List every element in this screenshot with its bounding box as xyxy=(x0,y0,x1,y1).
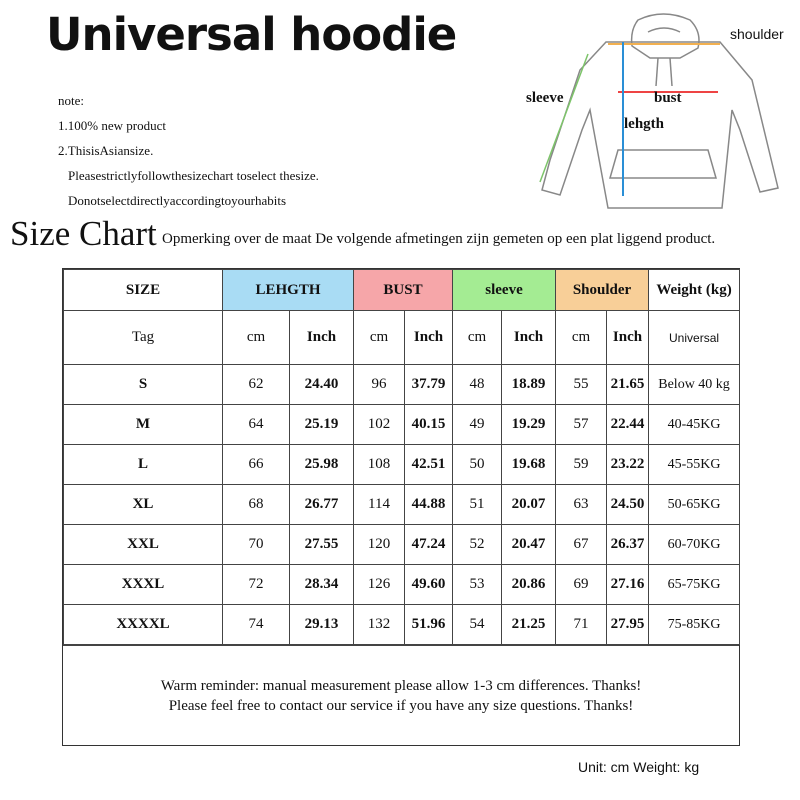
length-inch: 24.40 xyxy=(290,365,354,405)
sleeve-cm: 50 xyxy=(453,445,502,485)
reminder-line: Warm reminder: manual measurement please allow 1-3 cm differences. Thanks! xyxy=(160,678,642,694)
shoulder-inch: 27.95 xyxy=(607,605,649,645)
sleeve-inch: 21.25 xyxy=(502,605,556,645)
length-inch: 28.34 xyxy=(290,565,354,605)
subheader-cm: cm xyxy=(556,311,607,365)
sleeve-measure-line xyxy=(540,54,588,182)
subheader-universal: Universal xyxy=(649,311,740,365)
sleeve-inch: 20.86 xyxy=(502,565,556,605)
header-length: LEHGTH xyxy=(223,270,354,311)
shoulder-cm: 57 xyxy=(556,405,607,445)
weight-range: 45-55KG xyxy=(649,445,740,485)
subheader-inch: Inch xyxy=(405,311,453,365)
header-weight: Weight (kg) xyxy=(649,270,740,311)
shoulder-inch: 24.50 xyxy=(607,485,649,525)
sleeve-cm: 48 xyxy=(453,365,502,405)
size-table xyxy=(63,269,740,645)
length-cm: 72 xyxy=(223,565,290,605)
size-chart-note: Opmerking over de maat De volgende afmetingen zijn gemeten op een plat liggend product. xyxy=(162,231,716,247)
subheader-inch: Inch xyxy=(290,311,354,365)
bust-cm: 96 xyxy=(354,365,405,405)
weight-range: 60-70KG xyxy=(649,525,740,565)
length-inch: 25.98 xyxy=(290,445,354,485)
row-size: S xyxy=(64,365,223,405)
subheader-inch: Inch xyxy=(502,311,556,365)
table-row xyxy=(64,565,740,605)
sleeve-cm: 51 xyxy=(453,485,502,525)
shoulder-inch: 26.37 xyxy=(607,525,649,565)
row-size: XL xyxy=(64,485,223,525)
shoulder-inch: 27.16 xyxy=(607,565,649,605)
subheader-cm: cm xyxy=(223,311,290,365)
sleeve-label: sleeve xyxy=(526,90,564,106)
table-row xyxy=(64,525,740,565)
row-size: XXL xyxy=(64,525,223,565)
shoulder-cm: 71 xyxy=(556,605,607,645)
sleeve-cm: 54 xyxy=(453,605,502,645)
sleeve-inch: 20.47 xyxy=(502,525,556,565)
bust-inch: 42.51 xyxy=(405,445,453,485)
length-inch: 26.77 xyxy=(290,485,354,525)
length-cm: 66 xyxy=(223,445,290,485)
shoulder-cm: 59 xyxy=(556,445,607,485)
size-table-box xyxy=(62,268,740,746)
weight-range: 75-85KG xyxy=(649,605,740,645)
row-size: XXXXL xyxy=(64,605,223,645)
length-inch: 25.19 xyxy=(290,405,354,445)
shoulder-cm: 69 xyxy=(556,565,607,605)
weight-range: 50-65KG xyxy=(649,485,740,525)
note-line: Pleasestrictlyfollowthesizechart toselect thesize. xyxy=(68,168,319,183)
notes xyxy=(58,88,319,213)
size-chart-heading: Size Chart xyxy=(10,214,157,253)
warm-reminder xyxy=(63,645,739,745)
bust-cm: 102 xyxy=(354,405,405,445)
row-size: L xyxy=(64,445,223,485)
bust-inch: 37.79 xyxy=(405,365,453,405)
length-cm: 64 xyxy=(223,405,290,445)
subheader-cm: cm xyxy=(453,311,502,365)
length-cm: 70 xyxy=(223,525,290,565)
shoulder-inch: 22.44 xyxy=(607,405,649,445)
bust-inch: 49.60 xyxy=(405,565,453,605)
shoulder-inch: 21.65 xyxy=(607,365,649,405)
sleeve-cm: 52 xyxy=(453,525,502,565)
table-row xyxy=(64,605,740,645)
table-row xyxy=(64,365,740,405)
sleeve-inch: 19.29 xyxy=(502,405,556,445)
header-shoulder: Shoulder xyxy=(556,270,649,311)
subheader-tag: Tag xyxy=(64,311,223,365)
header-size: SIZE xyxy=(64,270,223,311)
subheader-inch: Inch xyxy=(607,311,649,365)
bust-inch: 44.88 xyxy=(405,485,453,525)
weight-range: 40-45KG xyxy=(649,405,740,445)
bust-cm: 108 xyxy=(354,445,405,485)
sleeve-inch: 20.07 xyxy=(502,485,556,525)
note-line: 2.ThisisAsiansize. xyxy=(58,143,154,158)
shoulder-label: shoulder xyxy=(730,26,784,42)
length-inch: 27.55 xyxy=(290,525,354,565)
table-row xyxy=(64,445,740,485)
length-label: lehgth xyxy=(624,116,665,132)
shoulder-inch: 23.22 xyxy=(607,445,649,485)
shoulder-cm: 63 xyxy=(556,485,607,525)
bust-label: bust xyxy=(654,90,682,106)
subheader-cm: cm xyxy=(354,311,405,365)
note-heading: note: xyxy=(58,93,84,108)
page-title: Universal hoodie xyxy=(46,8,457,61)
sleeve-cm: 49 xyxy=(453,405,502,445)
length-inch: 29.13 xyxy=(290,605,354,645)
note-line: Donotselectdirectlyaccordingtoyourhabits xyxy=(68,193,287,208)
reminder-line: Please feel free to contact our service if you have any size questions. Thanks! xyxy=(168,698,634,714)
length-cm: 68 xyxy=(223,485,290,525)
row-size: XXXL xyxy=(64,565,223,605)
length-cm: 62 xyxy=(223,365,290,405)
bust-inch: 40.15 xyxy=(405,405,453,445)
bust-cm: 132 xyxy=(354,605,405,645)
bust-cm: 114 xyxy=(354,485,405,525)
size-rows xyxy=(64,365,740,645)
sleeve-cm: 53 xyxy=(453,565,502,605)
sleeve-inch: 19.68 xyxy=(502,445,556,485)
hoodie-diagram xyxy=(520,10,800,215)
table-row xyxy=(64,485,740,525)
shoulder-cm: 67 xyxy=(556,525,607,565)
header-bust: BUST xyxy=(354,270,453,311)
note-line: 1.100% new product xyxy=(58,118,166,133)
length-cm: 74 xyxy=(223,605,290,645)
sleeve-inch: 18.89 xyxy=(502,365,556,405)
shoulder-cm: 55 xyxy=(556,365,607,405)
table-row xyxy=(64,405,740,445)
row-size: M xyxy=(64,405,223,445)
weight-range: 65-75KG xyxy=(649,565,740,605)
unit-note: Unit: cm Weight: kg xyxy=(578,759,700,775)
bust-cm: 126 xyxy=(354,565,405,605)
header-sleeve: sleeve xyxy=(453,270,556,311)
bust-cm: 120 xyxy=(354,525,405,565)
weight-range: Below 40 kg xyxy=(649,365,740,405)
bust-inch: 47.24 xyxy=(405,525,453,565)
bust-inch: 51.96 xyxy=(405,605,453,645)
